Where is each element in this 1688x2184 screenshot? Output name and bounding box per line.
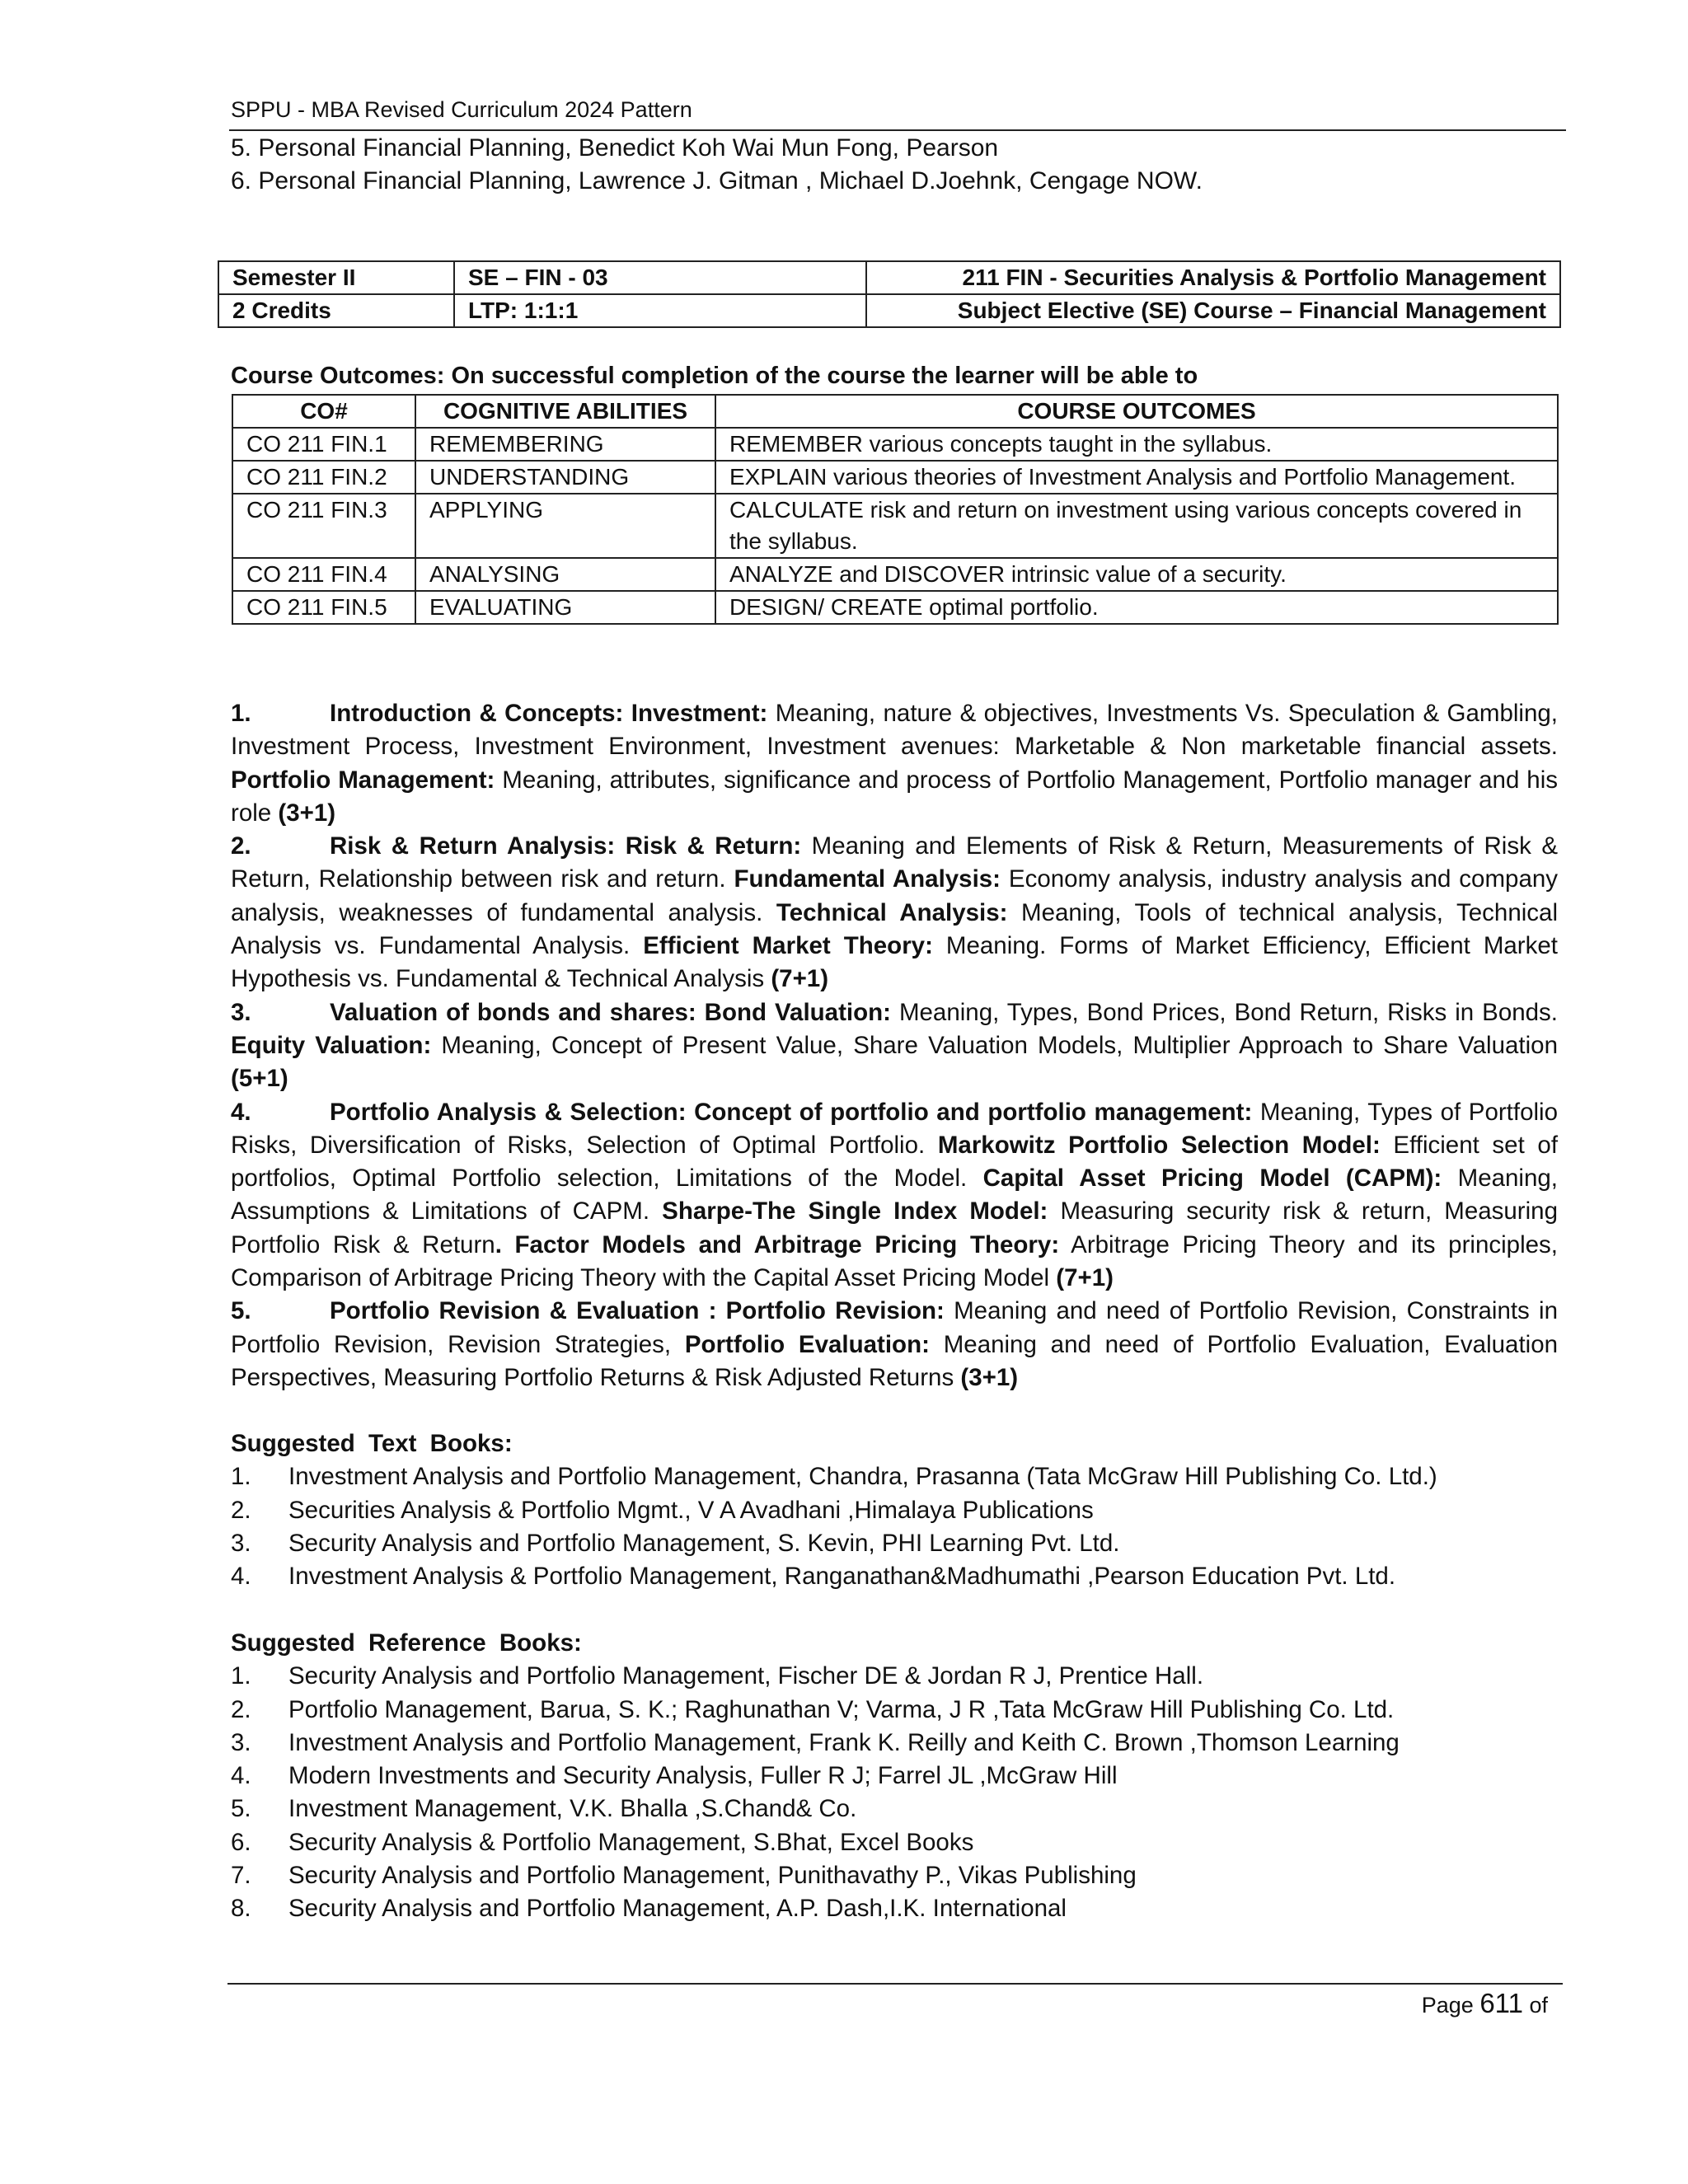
- unit-text: Meaning, Types, Bond Prices, Bond Return, Risks in Bonds.: [890, 998, 1558, 1026]
- unit-heading: Technical Analysis:: [776, 898, 1008, 926]
- outcome-co-number: CO 211 FIN.4: [232, 558, 415, 591]
- reference-books-list: [231, 1660, 1558, 1925]
- course-type-cell: Subject Elective (SE) Course – Financial Management: [866, 294, 1560, 327]
- book-item-number: 1.: [231, 1463, 251, 1491]
- book-item-text: Security Analysis & Portfolio Management, S.Bhat, Excel Books: [288, 1828, 974, 1856]
- book-item-number: 7.: [231, 1862, 251, 1890]
- unit-heading: Portfolio Evaluation:: [684, 1330, 930, 1358]
- text-books-list: [231, 1460, 1558, 1593]
- unit-text: Meaning, Concept of Present Value, Share Valuation Models, Multiplier Approach to Share Valuation: [431, 1031, 1558, 1059]
- unit-text: Arbitrage Pricing Theory and its principles, Comparison of Arbitrage Pricing Theory with the Capital Asset Pricing Model: [231, 1230, 1558, 1292]
- unit-heading: Portfolio Analysis & Selection: Concept of portfolio and portfolio management:: [330, 1098, 1253, 1126]
- unit-heading: (7+1): [1056, 1264, 1114, 1292]
- outcome-row: [232, 558, 1558, 591]
- book-item-text: Security Analysis and Portfolio Management, S. Kevin, PHI Learning Pvt. Ltd.: [288, 1529, 1120, 1557]
- unit-heading: (3+1): [278, 799, 336, 827]
- unit-heading: Portfolio Management:: [231, 766, 495, 794]
- text-books-section: [231, 1427, 1558, 1593]
- outcome-row: [232, 591, 1558, 624]
- syllabus-units: [231, 697, 1558, 1394]
- outcome-description: CALCULATE risk and return on investment using various concepts covered in the syllabus.: [715, 494, 1558, 558]
- outcome-co-number: CO 211 FIN.1: [232, 428, 415, 461]
- unit-text: Meaning, Types of Portfolio Risks, Diversification of Risks, Selection of Optimal Portfolio.: [231, 1098, 1558, 1159]
- book-item-number: 3.: [231, 1728, 251, 1756]
- book-item-number: 5.: [231, 1795, 251, 1823]
- text-books-title: Suggested Text Books:: [231, 1430, 513, 1457]
- unit-number: 2.: [231, 832, 251, 860]
- unit-text: Measuring security risk & return, Measuring Portfolio Risk & Return: [231, 1197, 1558, 1258]
- outcomes-caption: Course Outcomes: On successful completion of the course the learner will be able to: [231, 363, 1198, 389]
- unit-heading: Efficient Market Theory:: [643, 932, 933, 960]
- page-of-label: of: [1529, 1993, 1548, 2018]
- unit-text: Economy analysis, industry analysis and company analysis, weaknesses of fundamental analysis.: [231, 865, 1559, 926]
- outcomes-header-cognitive: COGNITIVE ABILITIES: [415, 395, 715, 428]
- outcomes-body: [232, 428, 1558, 624]
- unit-text: Meaning and need of Portfolio Evaluation, Evaluation Perspectives, Measuring Portfolio Returns & Risk Adjusted Returns: [231, 1330, 1559, 1391]
- previous-references: [231, 132, 1550, 198]
- book-item: [231, 1660, 1558, 1693]
- unit-heading: Equity Valuation:: [231, 1031, 432, 1059]
- footer-rule: [227, 1983, 1563, 1985]
- book-item: [231, 1727, 1558, 1760]
- unit-heading: Capital Asset Pricing Model (CAPM):: [982, 1165, 1442, 1193]
- unit-text: Meaning, Assumptions & Limitations of CAPM.: [231, 1165, 1558, 1226]
- outcomes-header-row: [232, 395, 1558, 428]
- unit-text: Meaning, attributes, significance and process of Portfolio Management, Portfolio manager and his role: [231, 766, 1559, 827]
- unit-number: 3.: [231, 998, 251, 1026]
- book-item-number: 4.: [231, 1563, 251, 1591]
- page-footer: [1422, 1988, 1548, 2019]
- unit-number: 4.: [231, 1098, 251, 1126]
- outcome-description: EXPLAIN various theories of Investment Analysis and Portfolio Management.: [715, 461, 1558, 494]
- outcome-cognitive-ability: APPLYING: [415, 494, 715, 558]
- outcome-cognitive-ability: EVALUATING: [415, 591, 715, 624]
- book-item-number: 6.: [231, 1828, 251, 1856]
- reference-books-title: Suggested Reference Books:: [231, 1629, 582, 1657]
- outcome-row: [232, 428, 1558, 461]
- ltp-cell: LTP: 1:1:1: [454, 294, 866, 327]
- outcome-description: DESIGN/ CREATE optimal portfolio.: [715, 591, 1558, 624]
- book-item-text: Investment Management, V.K. Bhalla ,S.Chand& Co.: [288, 1795, 857, 1823]
- page-number: 611: [1479, 1988, 1523, 2018]
- unit-paragraph: [231, 1295, 1558, 1394]
- unit-heading: Sharpe-The Single Index Model:: [662, 1197, 1048, 1226]
- semester-cell: Semester II: [218, 261, 454, 294]
- book-item: [231, 1560, 1558, 1593]
- book-item-text: Securities Analysis & Portfolio Mgmt., V A Avadhani ,Himalaya Publications: [288, 1496, 1094, 1524]
- unit-paragraph: [231, 1096, 1558, 1296]
- previous-reference-item: 6. Personal Financial Planning, Lawrence J. Gitman , Michael D.Joehnk, Cengage NOW.: [231, 167, 1203, 194]
- book-item-text: Modern Investments and Security Analysis, Fuller R J; Farrel JL ,McGraw Hill: [288, 1762, 1118, 1790]
- outcome-co-number: CO 211 FIN.2: [232, 461, 415, 494]
- course-info-row: [218, 261, 1560, 294]
- book-item: [231, 1793, 1558, 1825]
- book-item-number: 2.: [231, 1496, 251, 1524]
- book-item: [231, 1826, 1558, 1859]
- unit-heading: Introduction & Concepts: Investment:: [330, 700, 768, 727]
- unit-text: Efficient set of portfolios, Optimal Portfolio selection, Limitations of the Model.: [231, 1131, 1559, 1193]
- book-item-text: Investment Analysis and Portfolio Management, Frank K. Reilly and Keith C. Brown ,Thomson Learning: [288, 1728, 1400, 1756]
- previous-reference-item: 5. Personal Financial Planning, Benedict Koh Wai Mun Fong, Pearson: [231, 134, 999, 162]
- course-code-cell: SE – FIN - 03: [454, 261, 866, 294]
- book-item: [231, 1760, 1558, 1793]
- book-item-text: Security Analysis and Portfolio Management, Fischer DE & Jordan R J, Prentice Hall.: [288, 1662, 1204, 1690]
- book-item: [231, 1460, 1558, 1493]
- unit-heading: (3+1): [960, 1363, 1019, 1391]
- book-item: [231, 1694, 1558, 1727]
- unit-heading: . Factor Models and Arbitrage Pricing Theory:: [495, 1230, 1060, 1258]
- unit-text: Meaning, Tools of technical analysis, Technical Analysis vs. Fundamental Analysis.: [231, 898, 1558, 960]
- page-label: Page: [1421, 1993, 1474, 2018]
- outcomes-header-outcome: COURSE OUTCOMES: [715, 395, 1558, 428]
- running-header: SPPU - MBA Revised Curriculum 2024 Pattern: [231, 97, 692, 122]
- unit-heading: (7+1): [771, 965, 829, 993]
- unit-text: Meaning, nature & objectives, Investments Vs. Speculation & Gambling, Investment Process, Investment Environment, Investment avenues: Marketable & Non marketable financial assets.: [231, 700, 1558, 761]
- outcome-row: [232, 461, 1558, 494]
- course-info-table: [218, 260, 1561, 328]
- unit-heading: Portfolio Revision & Evaluation : Portfolio Revision:: [330, 1297, 945, 1325]
- book-item-text: Security Analysis and Portfolio Management, A.P. Dash,I.K. International: [288, 1895, 1067, 1923]
- unit-heading: Fundamental Analysis:: [734, 865, 1001, 893]
- book-item-number: 3.: [231, 1529, 251, 1557]
- unit-text: Meaning. Forms of Market Efficiency, Efficient Market Hypothesis vs. Fundamental & Technical Analysis: [231, 932, 1558, 993]
- book-item: [231, 1527, 1558, 1560]
- unit-number: 5.: [231, 1297, 251, 1325]
- course-title-cell: 211 FIN - Securities Analysis & Portfolio Management: [866, 261, 1560, 294]
- book-item: [231, 1494, 1558, 1527]
- book-item-text: Investment Analysis & Portfolio Management, Ranganathan&Madhumathi ,Pearson Education Pvt. Ltd.: [288, 1563, 1396, 1591]
- book-item-text: Security Analysis and Portfolio Management, Punithavathy P., Vikas Publishing: [288, 1862, 1137, 1890]
- book-item-number: 1.: [231, 1662, 251, 1690]
- outcome-row: [232, 494, 1558, 558]
- outcome-co-number: CO 211 FIN.3: [232, 494, 415, 558]
- unit-heading: (5+1): [231, 1065, 288, 1093]
- book-item-text: Investment Analysis and Portfolio Management, Chandra, Prasanna (Tata McGraw Hill Publishing Co. Ltd.): [288, 1463, 1437, 1491]
- unit-paragraph: [231, 697, 1558, 830]
- unit-number: 1.: [231, 700, 251, 727]
- book-item: [231, 1859, 1558, 1892]
- book-item-text: Portfolio Management, Barua, S. K.; Raghunathan V; Varma, J R ,Tata McGraw Hill Publishing Co. Ltd.: [288, 1695, 1395, 1723]
- unit-paragraph: [231, 996, 1558, 1096]
- outcome-description: REMEMBER various concepts taught in the syllabus.: [715, 428, 1558, 461]
- outcome-co-number: CO 211 FIN.5: [232, 591, 415, 624]
- outcome-cognitive-ability: UNDERSTANDING: [415, 461, 715, 494]
- unit-heading: Valuation of bonds and shares: Bond Valuation:: [330, 998, 891, 1026]
- book-item-number: 2.: [231, 1695, 251, 1723]
- header-rule: [229, 129, 1566, 131]
- book-item-number: 8.: [231, 1895, 251, 1923]
- outcome-cognitive-ability: REMEMBERING: [415, 428, 715, 461]
- outcome-cognitive-ability: ANALYSING: [415, 558, 715, 591]
- unit-heading: Markowitz Portfolio Selection Model:: [937, 1131, 1381, 1159]
- unit-text: Meaning and Elements of Risk & Return, Measurements of Risk & Return, Relationship between risk and return.: [231, 832, 1559, 893]
- course-outcomes-table: [232, 394, 1559, 625]
- outcomes-header-co: CO#: [232, 395, 415, 428]
- unit-text: Meaning and need of Portfolio Revision, Constraints in Portfolio Revision, Revision Strategies,: [231, 1297, 1558, 1358]
- book-item: [231, 1892, 1558, 1925]
- reference-books-section: [231, 1627, 1558, 1926]
- book-item-number: 4.: [231, 1762, 251, 1790]
- course-info-row: [218, 294, 1560, 327]
- credits-cell: 2 Credits: [218, 294, 454, 327]
- unit-paragraph: [231, 830, 1558, 996]
- unit-heading: Risk & Return Analysis: Risk & Return:: [330, 832, 802, 860]
- outcome-description: ANALYZE and DISCOVER intrinsic value of a security.: [715, 558, 1558, 591]
